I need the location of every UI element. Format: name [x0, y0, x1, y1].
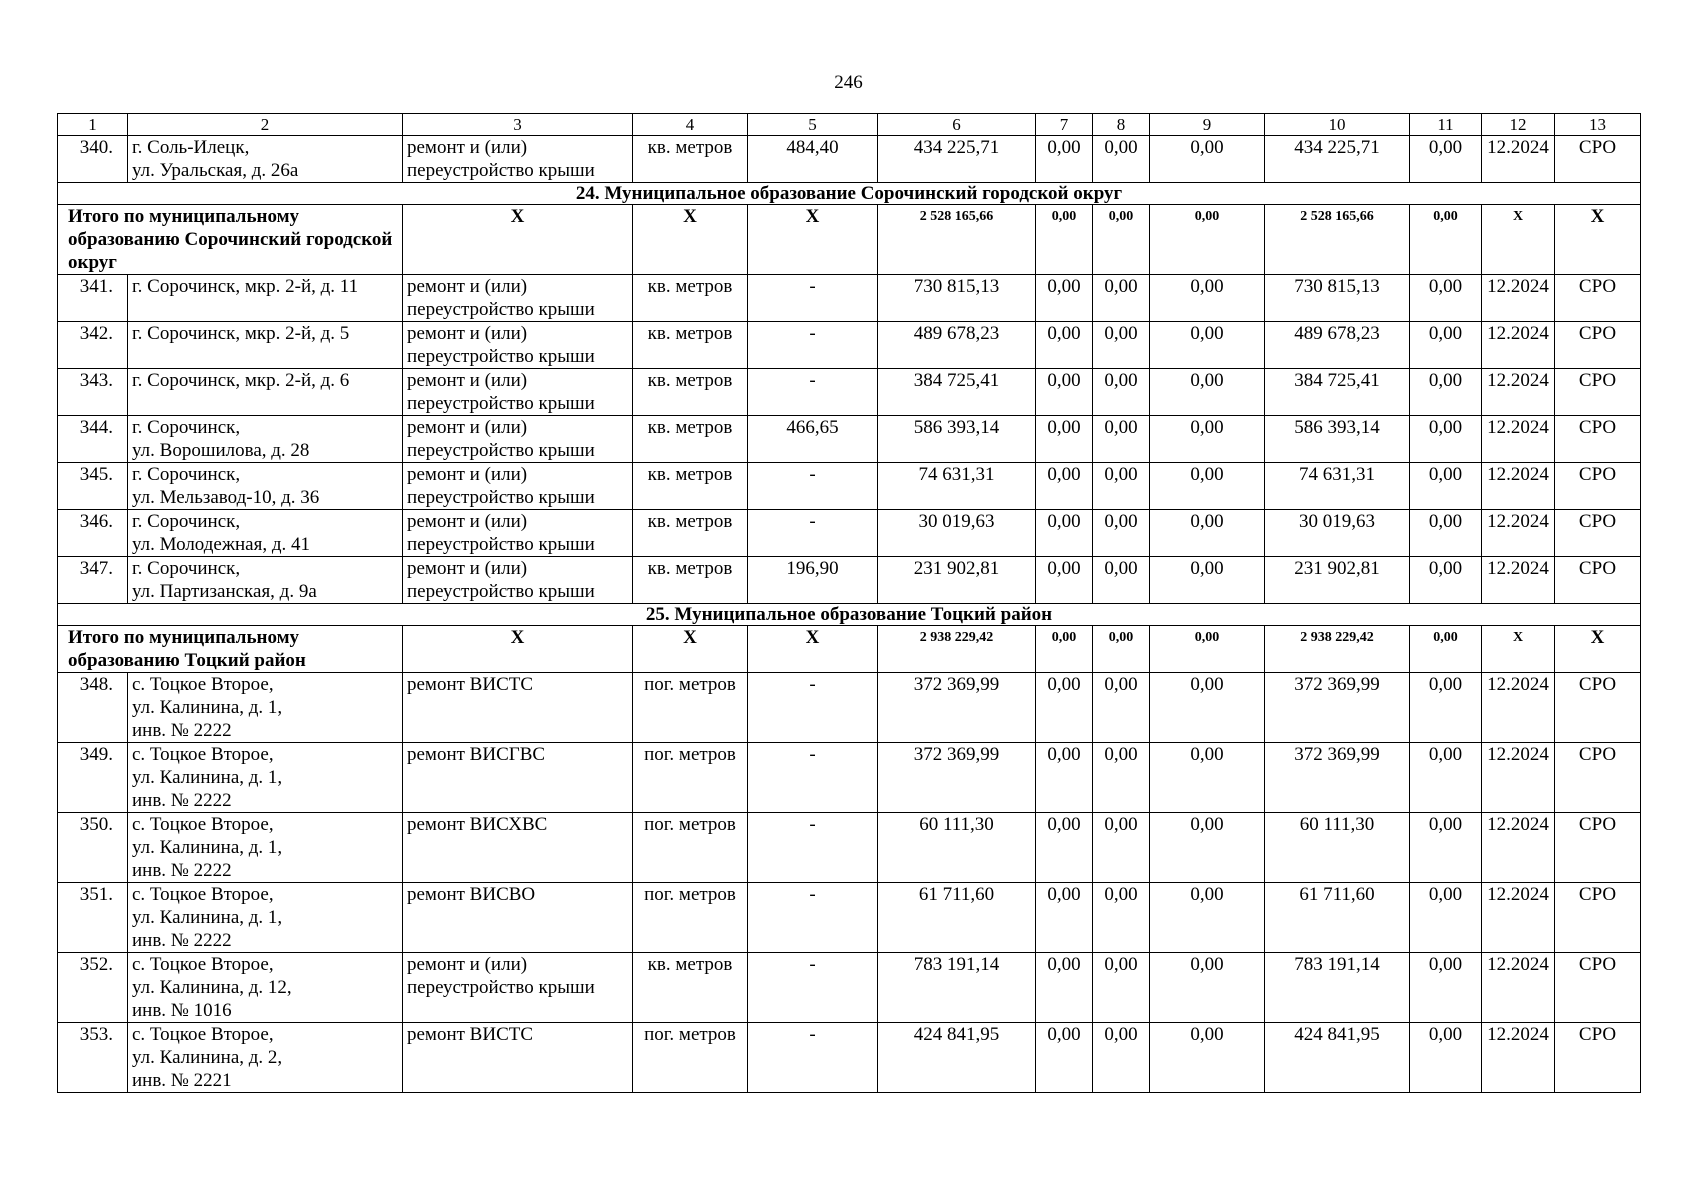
table-row: [58, 136, 1641, 183]
header-row: [58, 114, 1641, 136]
total-cost-cell: 60 111,30: [878, 813, 1036, 883]
address-cell-line: г. Сорочинск,: [132, 464, 241, 485]
fund-cell-11: 0,00: [1410, 275, 1482, 322]
total-cost-cell: 74 631,31: [878, 463, 1036, 510]
fund-cell-9: 0,00: [1150, 463, 1265, 510]
total-cost-cell: 730 815,13: [878, 275, 1036, 322]
fund-cell-8: 0,00: [1093, 322, 1150, 369]
address-cell-line: с. Тоцкое Второе,: [132, 884, 274, 905]
work-type-cell-line: переустройство крыши: [407, 534, 595, 555]
fund-cell-9: 0,00: [1150, 743, 1265, 813]
row-number: 352.: [58, 953, 128, 1023]
subtotal-fund-9: 0,00: [1150, 205, 1265, 275]
area-cell: 484,40: [748, 136, 878, 183]
owners-funds-cell: 30 019,63: [1265, 510, 1410, 557]
subtotal-x-12: X: [1482, 626, 1555, 673]
subtotal-total-cost: 2 528 165,66: [878, 205, 1036, 275]
owners-funds-cell: 372 369,99: [1265, 743, 1410, 813]
fund-cell-7: 0,00: [1036, 813, 1093, 883]
work-type-cell-line: ремонт ВИСТС: [407, 674, 534, 695]
table-row: [58, 416, 1641, 463]
address-cell-line: ул. Калинина, д. 1,: [132, 697, 283, 718]
fund-cell-9: 0,00: [1150, 510, 1265, 557]
deadline-cell: 12.2024: [1482, 416, 1555, 463]
table-row: [58, 275, 1641, 322]
subtotal-label: Итого по муниципальному образованию Тоцкий район: [58, 626, 403, 673]
fund-cell-11: 0,00: [1410, 369, 1482, 416]
fund-cell-8: 0,00: [1093, 557, 1150, 604]
address-cell: [128, 510, 403, 557]
subtotal-fund-8: 0,00: [1093, 626, 1150, 673]
fund-cell-8: 0,00: [1093, 813, 1150, 883]
unit-cell: пог. метров: [633, 883, 748, 953]
fund-cell-7: 0,00: [1036, 136, 1093, 183]
address-cell-line: ул. Партизанская, д. 9а: [132, 581, 317, 602]
fund-cell-8: 0,00: [1093, 136, 1150, 183]
address-cell-line: инв. № 2222: [132, 860, 232, 881]
row-number: 347.: [58, 557, 128, 604]
row-number: 340.: [58, 136, 128, 183]
executor-cell: СРО: [1555, 136, 1641, 183]
table-row: [58, 813, 1641, 883]
fund-cell-11: 0,00: [1410, 813, 1482, 883]
work-type-cell-line: ремонт и (или): [407, 464, 528, 485]
subtotal-label: Итого по муниципальному образованию Сорочинский городской округ: [58, 205, 403, 275]
header-cell-13: 13: [1555, 114, 1641, 136]
address-cell: [128, 416, 403, 463]
fund-cell-9: 0,00: [1150, 953, 1265, 1023]
total-cost-cell: 231 902,81: [878, 557, 1036, 604]
fund-cell-9: 0,00: [1150, 557, 1265, 604]
unit-cell: пог. метров: [633, 743, 748, 813]
address-cell: [128, 369, 403, 416]
address-cell-line: инв. № 2222: [132, 790, 232, 811]
area-cell: -: [748, 369, 878, 416]
deadline-cell: 12.2024: [1482, 673, 1555, 743]
address-cell-line: ул. Калинина, д. 12,: [132, 977, 292, 998]
total-cost-cell: 372 369,99: [878, 743, 1036, 813]
owners-funds-cell: 61 711,60: [1265, 883, 1410, 953]
area-cell: 196,90: [748, 557, 878, 604]
unit-cell: кв. метров: [633, 463, 748, 510]
table-row: [58, 743, 1641, 813]
unit-cell: кв. метров: [633, 953, 748, 1023]
executor-cell: СРО: [1555, 1023, 1641, 1093]
address-cell: [128, 1023, 403, 1093]
work-type-cell: [403, 136, 633, 183]
owners-funds-cell: 730 815,13: [1265, 275, 1410, 322]
address-cell-line: ул. Мельзавод-10, д. 36: [132, 487, 320, 508]
deadline-cell: 12.2024: [1482, 557, 1555, 604]
address-cell-line: г. Сорочинск,: [132, 511, 241, 532]
fund-cell-7: 0,00: [1036, 369, 1093, 416]
fund-cell-9: 0,00: [1150, 275, 1265, 322]
address-cell-line: с. Тоцкое Второе,: [132, 954, 274, 975]
header-cell-8: 8: [1093, 114, 1150, 136]
subtotal-x-5: X: [748, 205, 878, 275]
fund-cell-7: 0,00: [1036, 510, 1093, 557]
header-cell-3: 3: [403, 114, 633, 136]
fund-cell-8: 0,00: [1093, 883, 1150, 953]
fund-cell-8: 0,00: [1093, 1023, 1150, 1093]
work-type-cell: [403, 557, 633, 604]
subtotal-x-3: X: [403, 626, 633, 673]
fund-cell-9: 0,00: [1150, 416, 1265, 463]
fund-cell-11: 0,00: [1410, 743, 1482, 813]
work-type-cell-line: переустройство крыши: [407, 299, 595, 320]
work-type-cell-line: переустройство крыши: [407, 581, 595, 602]
address-cell-line: г. Сорочинск, мкр. 2-й, д. 6: [132, 370, 350, 391]
fund-cell-11: 0,00: [1410, 416, 1482, 463]
subtotal-total-cost: 2 938 229,42: [878, 626, 1036, 673]
address-cell-line: с. Тоцкое Второе,: [132, 814, 274, 835]
executor-cell: СРО: [1555, 275, 1641, 322]
address-cell-line: с. Тоцкое Второе,: [132, 674, 274, 695]
executor-cell: СРО: [1555, 322, 1641, 369]
area-cell: -: [748, 275, 878, 322]
page-number: 246: [834, 72, 863, 93]
fund-cell-11: 0,00: [1410, 883, 1482, 953]
subtotal-fund-7: 0,00: [1036, 205, 1093, 275]
fund-cell-8: 0,00: [1093, 463, 1150, 510]
subtotal-x-4: X: [633, 626, 748, 673]
work-type-cell-line: переустройство крыши: [407, 393, 595, 414]
work-type-cell: [403, 510, 633, 557]
row-number: 350.: [58, 813, 128, 883]
row-number: 344.: [58, 416, 128, 463]
total-cost-cell: 424 841,95: [878, 1023, 1036, 1093]
row-number: 345.: [58, 463, 128, 510]
header-cell-7: 7: [1036, 114, 1093, 136]
work-type-cell: [403, 416, 633, 463]
address-cell-line: инв. № 2222: [132, 720, 232, 741]
area-cell: -: [748, 813, 878, 883]
address-cell-line: инв. № 2221: [132, 1070, 232, 1091]
address-cell-line: ул. Калинина, д. 1,: [132, 837, 283, 858]
work-type-cell: [403, 275, 633, 322]
work-type-cell-line: ремонт и (или): [407, 276, 528, 297]
work-type-cell-line: ремонт ВИСХВС: [407, 814, 548, 835]
fund-cell-7: 0,00: [1036, 463, 1093, 510]
work-type-cell-line: ремонт ВИСВО: [407, 884, 536, 905]
subtotal-owners-funds: 2 938 229,42: [1265, 626, 1410, 673]
owners-funds-cell: 384 725,41: [1265, 369, 1410, 416]
deadline-cell: 12.2024: [1482, 883, 1555, 953]
address-cell: [128, 557, 403, 604]
header-cell-11: 11: [1410, 114, 1482, 136]
unit-cell: кв. метров: [633, 510, 748, 557]
fund-cell-11: 0,00: [1410, 322, 1482, 369]
address-cell-line: с. Тоцкое Второе,: [132, 1024, 274, 1045]
total-cost-cell: 783 191,14: [878, 953, 1036, 1023]
work-type-cell-line: переустройство крыши: [407, 440, 595, 461]
fund-cell-9: 0,00: [1150, 369, 1265, 416]
address-cell: [128, 813, 403, 883]
fund-cell-9: 0,00: [1150, 136, 1265, 183]
work-type-cell-line: переустройство крыши: [407, 487, 595, 508]
work-type-cell-line: ремонт и (или): [407, 511, 528, 532]
section-title: 25. Муниципальное образование Тоцкий район: [58, 604, 1641, 626]
address-cell: [128, 883, 403, 953]
address-cell-line: ул. Ворошилова, д. 28: [132, 440, 310, 461]
table-row: [58, 463, 1641, 510]
header-cell-10: 10: [1265, 114, 1410, 136]
work-type-cell-line: ремонт и (или): [407, 558, 528, 579]
fund-cell-11: 0,00: [1410, 1023, 1482, 1093]
executor-cell: СРО: [1555, 953, 1641, 1023]
deadline-cell: 12.2024: [1482, 369, 1555, 416]
table-row: [58, 369, 1641, 416]
work-type-cell-line: переустройство крыши: [407, 346, 595, 367]
owners-funds-cell: 783 191,14: [1265, 953, 1410, 1023]
work-type-cell: [403, 673, 633, 743]
address-cell-line: ул. Молодежная, д. 41: [132, 534, 310, 555]
owners-funds-cell: 489 678,23: [1265, 322, 1410, 369]
work-type-cell-line: ремонт и (или): [407, 954, 528, 975]
table-body: [58, 114, 1641, 1093]
total-cost-cell: 372 369,99: [878, 673, 1036, 743]
address-cell-line: ул. Калинина, д. 1,: [132, 767, 283, 788]
area-cell: -: [748, 510, 878, 557]
total-cost-cell: 434 225,71: [878, 136, 1036, 183]
executor-cell: СРО: [1555, 510, 1641, 557]
unit-cell: кв. метров: [633, 416, 748, 463]
subtotal-row: [58, 626, 1641, 673]
address-cell-line: ул. Уральская, д. 26а: [132, 160, 299, 181]
work-type-cell-line: ремонт и (или): [407, 137, 528, 158]
deadline-cell: 12.2024: [1482, 463, 1555, 510]
executor-cell: СРО: [1555, 743, 1641, 813]
owners-funds-cell: 372 369,99: [1265, 673, 1410, 743]
deadline-cell: 12.2024: [1482, 275, 1555, 322]
area-cell: -: [748, 463, 878, 510]
deadline-cell: 12.2024: [1482, 743, 1555, 813]
total-cost-cell: 30 019,63: [878, 510, 1036, 557]
row-number: 346.: [58, 510, 128, 557]
subtotal-x-13: X: [1555, 205, 1641, 275]
area-cell: -: [748, 322, 878, 369]
deadline-cell: 12.2024: [1482, 136, 1555, 183]
owners-funds-cell: 60 111,30: [1265, 813, 1410, 883]
row-number: 342.: [58, 322, 128, 369]
subtotal-x-5: X: [748, 626, 878, 673]
fund-cell-8: 0,00: [1093, 953, 1150, 1023]
fund-cell-7: 0,00: [1036, 557, 1093, 604]
fund-cell-8: 0,00: [1093, 673, 1150, 743]
table-row: [58, 953, 1641, 1023]
table-row: [58, 322, 1641, 369]
work-type-cell-line: ремонт и (или): [407, 323, 528, 344]
address-cell-line: г. Сорочинск, мкр. 2-й, д. 11: [132, 276, 359, 297]
section-title: 24. Муниципальное образование Сорочинский городской округ: [58, 183, 1641, 205]
header-cell-2: 2: [128, 114, 403, 136]
executor-cell: СРО: [1555, 463, 1641, 510]
section-title-row: [58, 183, 1641, 205]
area-cell: -: [748, 953, 878, 1023]
header-cell-1: 1: [58, 114, 128, 136]
owners-funds-cell: 586 393,14: [1265, 416, 1410, 463]
area-cell: 466,65: [748, 416, 878, 463]
unit-cell: кв. метров: [633, 275, 748, 322]
fund-cell-9: 0,00: [1150, 883, 1265, 953]
deadline-cell: 12.2024: [1482, 322, 1555, 369]
subtotal-fund-8: 0,00: [1093, 205, 1150, 275]
executor-cell: СРО: [1555, 673, 1641, 743]
area-cell: -: [748, 883, 878, 953]
row-number: 348.: [58, 673, 128, 743]
unit-cell: кв. метров: [633, 557, 748, 604]
address-cell: [128, 953, 403, 1023]
executor-cell: СРО: [1555, 557, 1641, 604]
subtotal-row: [58, 205, 1641, 275]
address-cell-line: г. Сорочинск,: [132, 417, 241, 438]
fund-cell-9: 0,00: [1150, 813, 1265, 883]
fund-cell-7: 0,00: [1036, 322, 1093, 369]
subtotal-x-13: X: [1555, 626, 1641, 673]
fund-cell-8: 0,00: [1093, 416, 1150, 463]
address-cell: [128, 673, 403, 743]
work-type-cell: [403, 883, 633, 953]
unit-cell: кв. метров: [633, 322, 748, 369]
area-cell: -: [748, 1023, 878, 1093]
table-row: [58, 883, 1641, 953]
address-cell-line: г. Сорочинск,: [132, 558, 241, 579]
fund-cell-8: 0,00: [1093, 510, 1150, 557]
fund-cell-11: 0,00: [1410, 673, 1482, 743]
address-cell-line: ул. Калинина, д. 2,: [132, 1047, 283, 1068]
subtotal-x-4: X: [633, 205, 748, 275]
deadline-cell: 12.2024: [1482, 510, 1555, 557]
executor-cell: СРО: [1555, 883, 1641, 953]
row-number: 341.: [58, 275, 128, 322]
owners-funds-cell: 424 841,95: [1265, 1023, 1410, 1093]
address-cell: [128, 136, 403, 183]
row-number: 349.: [58, 743, 128, 813]
work-type-cell: [403, 369, 633, 416]
fund-cell-7: 0,00: [1036, 275, 1093, 322]
owners-funds-cell: 74 631,31: [1265, 463, 1410, 510]
deadline-cell: 12.2024: [1482, 1023, 1555, 1093]
fund-cell-7: 0,00: [1036, 416, 1093, 463]
address-cell: [128, 463, 403, 510]
fund-cell-8: 0,00: [1093, 275, 1150, 322]
area-cell: -: [748, 673, 878, 743]
repair-program-table: [57, 113, 1641, 1093]
row-number: 343.: [58, 369, 128, 416]
deadline-cell: 12.2024: [1482, 953, 1555, 1023]
address-cell-line: г. Соль-Илецк,: [132, 137, 250, 158]
work-type-cell: [403, 813, 633, 883]
table-row: [58, 1023, 1641, 1093]
fund-cell-8: 0,00: [1093, 743, 1150, 813]
work-type-cell-line: ремонт ВИСГВС: [407, 744, 546, 765]
subtotal-fund-11: 0,00: [1410, 626, 1482, 673]
fund-cell-11: 0,00: [1410, 557, 1482, 604]
fund-cell-11: 0,00: [1410, 463, 1482, 510]
subtotal-fund-9: 0,00: [1150, 626, 1265, 673]
header-cell-5: 5: [748, 114, 878, 136]
work-type-cell-line: ремонт ВИСТС: [407, 1024, 534, 1045]
subtotal-owners-funds: 2 528 165,66: [1265, 205, 1410, 275]
unit-cell: пог. метров: [633, 673, 748, 743]
work-type-cell-line: ремонт и (или): [407, 417, 528, 438]
address-cell-line: г. Сорочинск, мкр. 2-й, д. 5: [132, 323, 350, 344]
unit-cell: пог. метров: [633, 813, 748, 883]
row-number: 351.: [58, 883, 128, 953]
address-cell: [128, 322, 403, 369]
fund-cell-8: 0,00: [1093, 369, 1150, 416]
subtotal-fund-7: 0,00: [1036, 626, 1093, 673]
total-cost-cell: 384 725,41: [878, 369, 1036, 416]
address-cell-line: ул. Калинина, д. 1,: [132, 907, 283, 928]
fund-cell-7: 0,00: [1036, 883, 1093, 953]
total-cost-cell: 61 711,60: [878, 883, 1036, 953]
address-cell-line: инв. № 2222: [132, 930, 232, 951]
work-type-cell: [403, 463, 633, 510]
header-cell-6: 6: [878, 114, 1036, 136]
subtotal-x-3: X: [403, 205, 633, 275]
deadline-cell: 12.2024: [1482, 813, 1555, 883]
work-type-cell: [403, 1023, 633, 1093]
work-type-cell-line: ремонт и (или): [407, 370, 528, 391]
fund-cell-9: 0,00: [1150, 673, 1265, 743]
subtotal-x-12: X: [1482, 205, 1555, 275]
work-type-cell: [403, 322, 633, 369]
fund-cell-9: 0,00: [1150, 1023, 1265, 1093]
executor-cell: СРО: [1555, 416, 1641, 463]
address-cell-line: с. Тоцкое Второе,: [132, 744, 274, 765]
fund-cell-11: 0,00: [1410, 953, 1482, 1023]
owners-funds-cell: 434 225,71: [1265, 136, 1410, 183]
work-type-cell-line: переустройство крыши: [407, 160, 595, 181]
unit-cell: кв. метров: [633, 136, 748, 183]
header-cell-4: 4: [633, 114, 748, 136]
owners-funds-cell: 231 902,81: [1265, 557, 1410, 604]
unit-cell: пог. метров: [633, 1023, 748, 1093]
total-cost-cell: 489 678,23: [878, 322, 1036, 369]
address-cell: [128, 743, 403, 813]
fund-cell-7: 0,00: [1036, 1023, 1093, 1093]
fund-cell-11: 0,00: [1410, 136, 1482, 183]
subtotal-fund-11: 0,00: [1410, 205, 1482, 275]
row-number: 353.: [58, 1023, 128, 1093]
executor-cell: СРО: [1555, 369, 1641, 416]
address-cell: [128, 275, 403, 322]
work-type-cell: [403, 743, 633, 813]
header-cell-12: 12: [1482, 114, 1555, 136]
fund-cell-7: 0,00: [1036, 743, 1093, 813]
fund-cell-11: 0,00: [1410, 510, 1482, 557]
fund-cell-7: 0,00: [1036, 673, 1093, 743]
header-cell-9: 9: [1150, 114, 1265, 136]
work-type-cell-line: переустройство крыши: [407, 977, 595, 998]
table-row: [58, 557, 1641, 604]
area-cell: -: [748, 743, 878, 813]
table-row: [58, 673, 1641, 743]
work-type-cell: [403, 953, 633, 1023]
section-title-row: [58, 604, 1641, 626]
total-cost-cell: 586 393,14: [878, 416, 1036, 463]
table-row: [58, 510, 1641, 557]
fund-cell-9: 0,00: [1150, 322, 1265, 369]
address-cell-line: инв. № 1016: [132, 1000, 232, 1021]
executor-cell: СРО: [1555, 813, 1641, 883]
fund-cell-7: 0,00: [1036, 953, 1093, 1023]
unit-cell: кв. метров: [633, 369, 748, 416]
